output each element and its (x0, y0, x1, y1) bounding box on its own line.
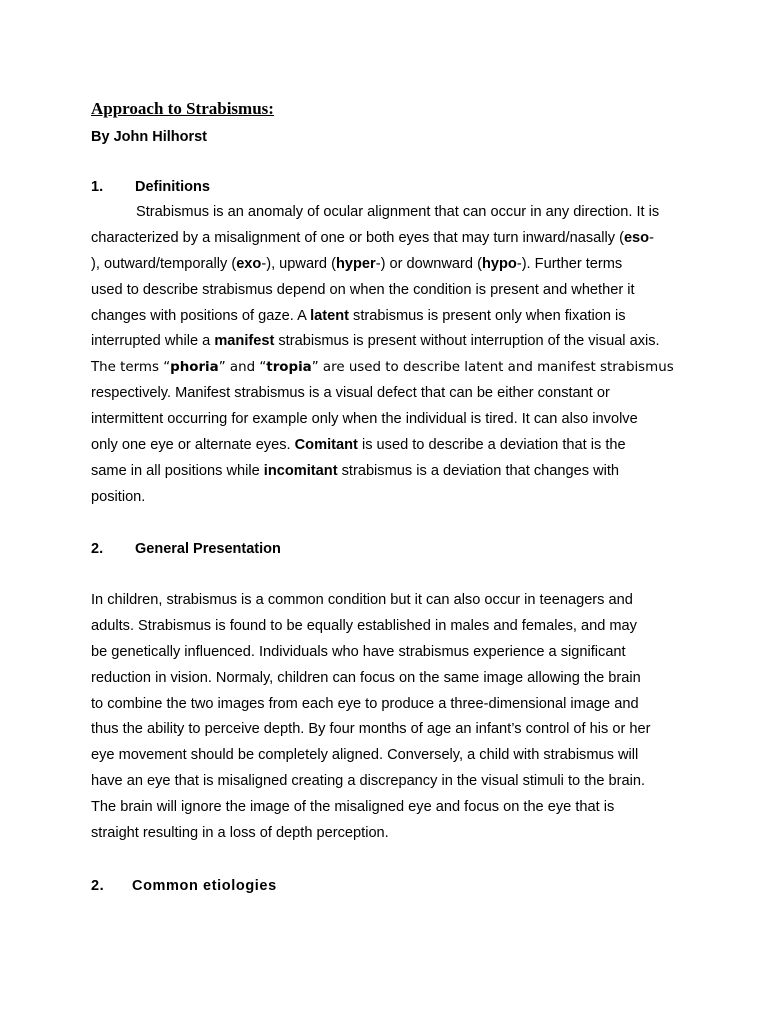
general-presentation-paragraph (91, 588, 691, 847)
document-author: By John Hilhorst (91, 129, 208, 145)
text-line: have an eye that is misaligned creating a discrepancy in the visual stimuli to the brain. (91, 773, 646, 790)
text-line (91, 278, 691, 304)
bold-term: phoria (170, 360, 219, 376)
text-run: strabismus is a deviation that changes with (337, 462, 620, 479)
text-line: eye movement should be completely aligned. Conversely, a child with strabismus will (91, 747, 639, 764)
section-title: Common etiologies (132, 878, 277, 894)
text-line: to combine the two images from each eye to produce a three-dimensional image and (91, 695, 639, 712)
text-run: interrupted while a (91, 333, 215, 350)
section-title: Definitions (135, 179, 210, 195)
section-number: 2. (91, 878, 105, 894)
text-line (91, 226, 691, 252)
text-run: ” and “ (218, 360, 267, 376)
text-run: - (649, 229, 654, 246)
text-run: strabismus is present without interruption of the visual axis. (274, 333, 660, 350)
section-heading-general-presentation (91, 539, 281, 559)
text-run: is used to describe a deviation that is the (357, 437, 626, 454)
text-line (91, 355, 691, 381)
section-number: 2. (91, 541, 104, 557)
text-run: strabismus is present only when fixation is (348, 307, 626, 324)
bold-term: hyper (335, 255, 376, 272)
section-number: 1. (91, 179, 104, 195)
text-run: used to describe strabismus depend on when the condition is present and whether it (91, 281, 635, 298)
text-line (91, 252, 691, 278)
text-line (91, 304, 691, 330)
text-run: changes with positions of gaze. A (91, 307, 311, 324)
text-line: reduction in vision. Normaly, children can focus on the same image allowing the brain (91, 669, 641, 686)
text-line: In children, strabismus is a common condition but it can also occur in teenagers and (91, 592, 633, 608)
bold-term: eso (623, 229, 650, 246)
text-run: respectively. Manifest strabismus is a visual defect that can be either constant or (91, 385, 610, 402)
text-run: same in all positions while (91, 462, 264, 479)
text-line (91, 407, 691, 433)
section-heading-definitions (91, 177, 210, 197)
text-run: ), outward/temporally ( (91, 255, 237, 272)
document-title: Approach to Strabismus: (91, 99, 274, 118)
bold-term: latent (310, 307, 349, 324)
definitions-paragraph (91, 200, 691, 511)
text-run: position. (91, 488, 146, 505)
text-line (91, 329, 691, 355)
text-line: thus the ability to perceive depth. By four months of age an infant’s control of his or her (91, 721, 651, 738)
bold-term: exo (236, 255, 262, 272)
text-run: -). Further terms (516, 255, 623, 272)
text-line (91, 200, 691, 226)
text-run: -), upward ( (261, 255, 336, 272)
text-run: intermittent occurring for example only when the individual is tired. It can also involve (91, 411, 638, 428)
section-heading-common-etiologies (91, 876, 277, 896)
text-run: -) or downward ( (375, 255, 482, 272)
text-line (91, 459, 691, 485)
text-line (91, 381, 691, 407)
text-run: The terms “ (91, 360, 171, 376)
text-line: be genetically influenced. Individuals who have strabismus experience a significant (91, 643, 626, 660)
bold-term: manifest (214, 333, 275, 350)
text-run: characterized by a misalignment of one or both eyes that may turn inward/nasally ( (91, 229, 624, 246)
text-line: The brain will ignore the image of the misaligned eye and focus on the eye that is (91, 799, 615, 816)
text-line (91, 485, 691, 511)
bold-term: tropia (266, 360, 312, 376)
text-run: Strabismus is an anomaly of ocular alignment that can occur in any direction. It is (136, 204, 660, 220)
bold-term: Comitant (294, 437, 358, 454)
text-run: only one eye or alternate eyes. (91, 437, 295, 454)
text-line (91, 433, 691, 459)
text-run: ” are used to describe latent and manifest strabismus (311, 360, 674, 376)
text-line: straight resulting in a loss of depth perception. (91, 825, 389, 842)
bold-term: incomitant (263, 462, 338, 479)
bold-term: hypo (481, 255, 517, 272)
text-line: adults. Strabismus is found to be equally established in males and females, and may (91, 617, 637, 634)
section-title: General Presentation (135, 541, 281, 557)
